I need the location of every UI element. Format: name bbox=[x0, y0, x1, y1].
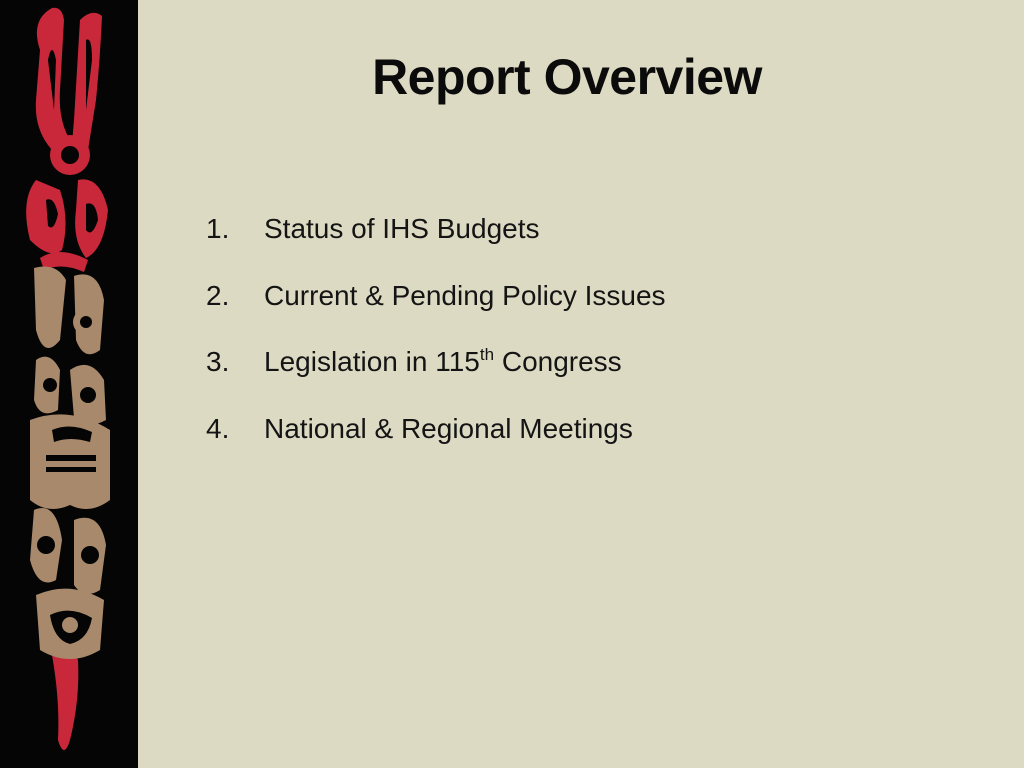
side-panel bbox=[0, 0, 138, 768]
list-item-text: Legislation in 115 bbox=[264, 346, 480, 377]
page-title: Report Overview bbox=[372, 49, 762, 105]
totem-pole-artwork-icon bbox=[0, 0, 138, 768]
agenda-list bbox=[206, 205, 666, 471]
list-item-number: 2. bbox=[206, 279, 230, 311]
list-item bbox=[206, 272, 666, 339]
list-item-number: 4. bbox=[206, 412, 230, 444]
list-item-text-end: Congress bbox=[494, 346, 622, 377]
list-item bbox=[206, 205, 666, 272]
list-item-number: 1. bbox=[206, 213, 230, 244]
list-item-number: 3. bbox=[206, 346, 230, 377]
list-item-text: Current & Pending Policy Issues bbox=[264, 279, 666, 311]
list-item bbox=[206, 338, 666, 405]
list-item-text: Status of IHS Budgets bbox=[264, 213, 540, 244]
list-item bbox=[206, 405, 666, 472]
list-item-superscript: th bbox=[479, 345, 495, 364]
list-item-text: National & Regional Meetings bbox=[264, 412, 633, 444]
